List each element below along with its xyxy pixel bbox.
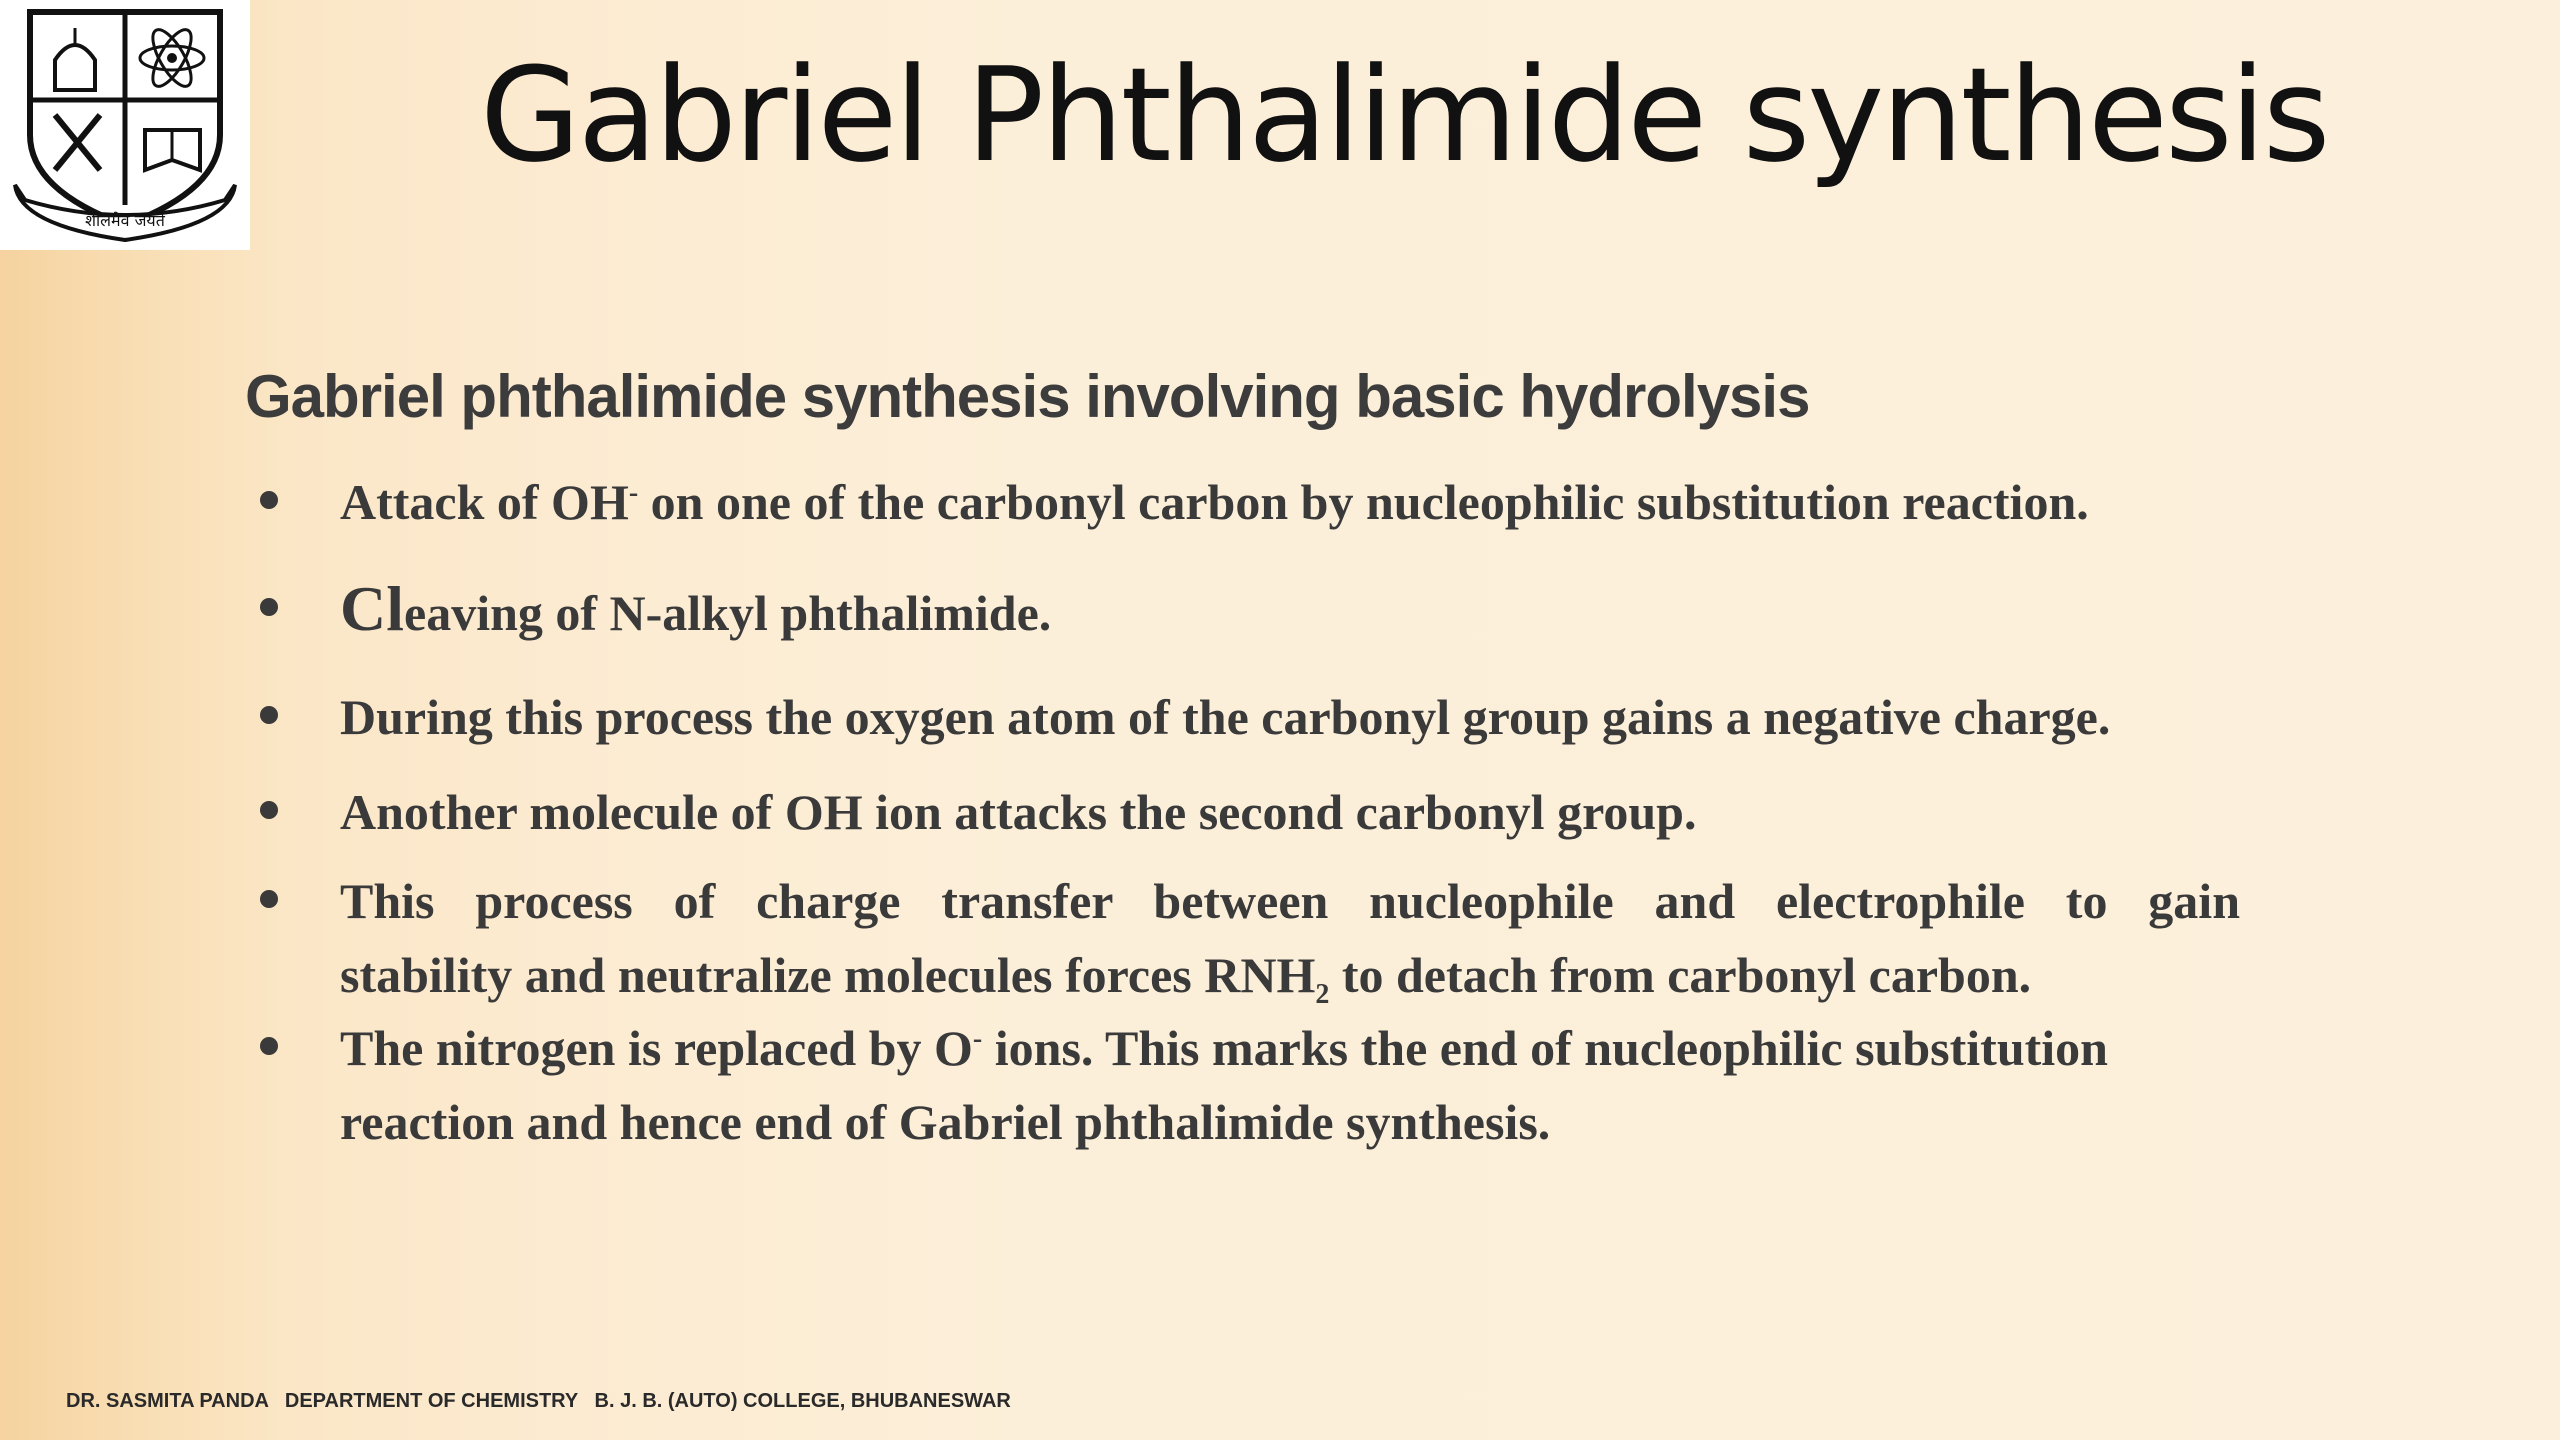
bullet-dot-icon — [260, 598, 278, 616]
bullet-text-1: Attack of OH- on one of the carbonyl carbon by nucleophilic substitution reaction. — [340, 474, 2089, 530]
bullet-dot-icon — [260, 1037, 278, 1055]
college-logo — [0, 0, 250, 250]
bullet-dot-icon — [260, 706, 278, 724]
bullet-text-6: The nitrogen is replaced by O- ions. This marks the end of nucleophilic substitution reaction and hence end of Gabriel phthalimide synthesis. — [340, 1020, 2108, 1150]
bullet-text-5: This process of charge transfer between nucleophile and electrophile to gain stability and neutralize molecules forces $RNH_2$ to detach from carbonyl carbon. — [340, 873, 2240, 1010]
college-crest-icon — [0, 0, 250, 250]
bullet-text-3: During this process the oxygen atom of the carbonyl group gains a negative charge. — [340, 689, 2111, 745]
bullet-text-4: Another molecule of OH ion attacks the second carbonyl group. — [340, 784, 1697, 840]
bullet-dot-icon — [260, 491, 278, 509]
slide-title: Gabriel Phthalimide synthesis — [480, 39, 2328, 191]
bullet-dot-icon — [260, 801, 278, 819]
bullet-text-2: Cleaving of N-alkyl phthalimide. — [340, 573, 1052, 644]
svg-text:शीलमेव जयते: शीलमेव जयते — [85, 211, 165, 230]
slide-subtitle: Gabriel phthalimide synthesis involving basic hydrolysis — [245, 363, 1810, 430]
slide-footer: DR. SASMITA PANDA DEPARTMENT OF CHEMISTRY B. J. B. (AUTO) COLLEGE, BHUBANESWAR — [66, 1390, 1011, 1412]
bullet-dot-icon — [260, 890, 278, 908]
